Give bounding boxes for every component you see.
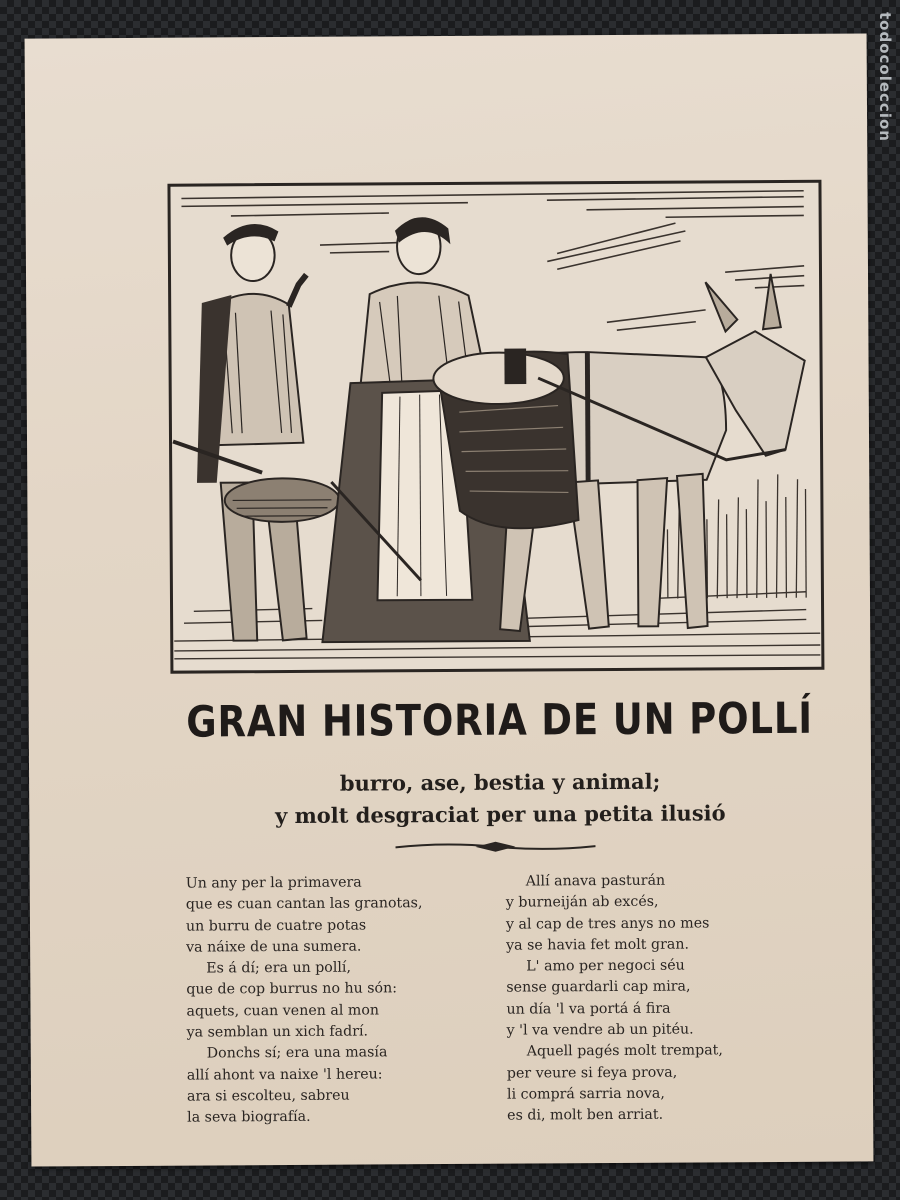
verse-line: Aquell pagés molt trempat, (526, 1042, 723, 1060)
verse-line: va náixe de una sumera. (186, 938, 362, 956)
verse-line: ara si escolteu, sabreu (186, 1087, 350, 1105)
verse-line: Un any per la primavera (185, 874, 362, 892)
subtitle-line-2: y molt desgraciat per una petita ilusió (274, 800, 726, 829)
verse-line: L' amo per negoci séu (526, 957, 685, 975)
verse-line: li comprá sarria nova, (506, 1085, 665, 1103)
man-figure (172, 223, 340, 641)
page-title: GRAN HISTORIA DE UN POLLÍ (186, 693, 814, 748)
verse-line: y 'l va vendre ab un pitéu. (506, 1021, 694, 1039)
verse-line: sense guardarli cap mira, (506, 979, 691, 997)
verse-line: Es á dí; era un pollí, (206, 959, 351, 977)
verse-line: es di, molt ben arriat. (507, 1106, 664, 1124)
verse-line: que de cop burrus no hu són: (186, 980, 398, 999)
verse-line: un burru de cuatre potas (185, 917, 367, 935)
verse-line: aquets, cuan venen al mon (186, 1002, 380, 1020)
verse-line: allí ahont va naixe 'l hereu: (186, 1066, 383, 1084)
ornament-divider (395, 839, 595, 854)
subtitle-line-1: burro, ase, bestia y animal; (339, 768, 661, 796)
field-grass (647, 474, 806, 598)
verse-line: un día 'l va portá á fira (506, 1000, 671, 1018)
verse-line: la seva biografía. (187, 1109, 311, 1126)
watermark-text: todocoleccion (876, 12, 894, 142)
verse-line: ya semblan un xich fadrí. (186, 1023, 369, 1041)
verse-line: y burneiján ab excés, (505, 894, 659, 911)
printed-sheet (25, 33, 874, 1166)
verse-column-left (186, 872, 424, 1129)
woodcut-illustration (167, 180, 824, 674)
verse-line: Allí anava pasturán (525, 872, 666, 890)
verse-line: que es cuan cantan las granotas, (185, 895, 423, 913)
verse-line: Donchs sí; era una masía (206, 1044, 388, 1062)
verse-line: per veure si feya prova, (506, 1064, 678, 1082)
verse-line: ya se havia fet molt gran. (506, 936, 690, 954)
verse-line: y al cap de tres anys no mes (505, 915, 710, 933)
verse-column-right (506, 870, 724, 1127)
